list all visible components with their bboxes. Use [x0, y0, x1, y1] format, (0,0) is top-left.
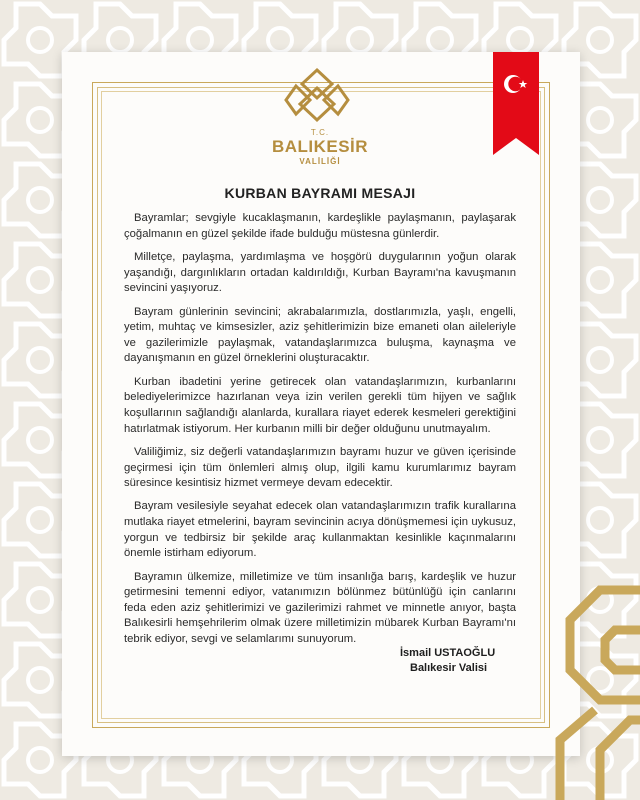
- paragraph: Bayramın ülkemize, milletimize ve tüm insanlığa barış, kardeşlik ve huzur getirmesini temenni ediyor, vatanımızın bölünmez bütünlüğü için canlarını feda eden aziz şehitlerimizi ve gazilerimizi rahmet ve minnetle anıyor, başta Balıkesirli hemşehrilerim olmak üzere milletimizin mübarek Kurban Bayramı'nı tebrik ediyor, sevgi ve selamlarımı sunuyorum.: [124, 570, 516, 646]
- message-body: [124, 211, 516, 655]
- paragraph: Bayramlar; sevgiyle kucaklaşmanın, kardeşlikle paylaşmanın, paylaşarak çoğalmanın en güzel şekilde ifade bulduğu müstesna günlerdir.: [124, 212, 516, 240]
- paragraph: Milletçe, paylaşma, yardımlaşma ve hoşgörü duygularının yoğun olarak yaşandığı, dargınlıkların ortadan kaldırıldığı, Kurban Bayramı'na kavuşmanın sevincini yaşıyoruz.: [124, 250, 516, 295]
- org-prefix: T.C.: [310, 128, 330, 137]
- ornamental-knot-logo-icon: [282, 66, 352, 126]
- page-title: KURBAN BAYRAMI MESAJI: [224, 185, 416, 201]
- paragraph: Valiliğimiz, siz değerli vatandaşlarımızın bayramı huzur ve güven içerisinde geçirmesi için tüm önlemleri almış olup, ilgili kamu kurumlarımız bayram süresince kesintisiz hizmet vermeye devam edecektir.: [124, 445, 516, 490]
- org-subtitle: VALİLİĞİ: [299, 157, 341, 166]
- signature-name: İsmail USTAOĞLU: [400, 647, 496, 659]
- turkish-flag-icon: [493, 52, 539, 155]
- signature-title: Balıkesir Valisi: [410, 662, 488, 674]
- paragraph: Bayram günlerinin sevincini; akrabalarımızla, dostlarımızla, yaşlı, engelli, yetim, muhtaç ve kimsesizler, aziz şehitlerimizin bize emaneti olan aileleriyle ve gazilerimizle paylaşmak, vatandaşlarımızca buluşma, kaynaşma ve dayanışmanın en güzel örneklerini oluşturacaktır.: [124, 305, 516, 365]
- gold-corner-ornament-icon: [540, 560, 640, 800]
- org-name: BALIKESİR: [271, 137, 369, 156]
- paragraph: Bayram vesilesiyle seyahat edecek olan vatandaşlarımızın trafik kurallarına mutlaka riayet etmelerini, bayram sevincinin acıya dönüşmemesi için uykusuz, yorgun ve tedbirsiz bir şekilde araç kullanmaktan kesinlikle kaçınmalarını önemle istirham ediyorum.: [124, 500, 516, 560]
- paragraph: Kurban ibadetini yerine getirecek olan vatandaşlarımızın, kurbanlarını belediyelerimizce hazırlanan veya izin verilen gerekli tüm hijyen ve sağlık koşullarının sağlandığı alanlarda, kurallara riayet ederek kesmeleri gerektiğini hatırlatmak istiyorum. Her kurbanın milli bir değer olduğunu unutmayalım.: [124, 375, 516, 435]
